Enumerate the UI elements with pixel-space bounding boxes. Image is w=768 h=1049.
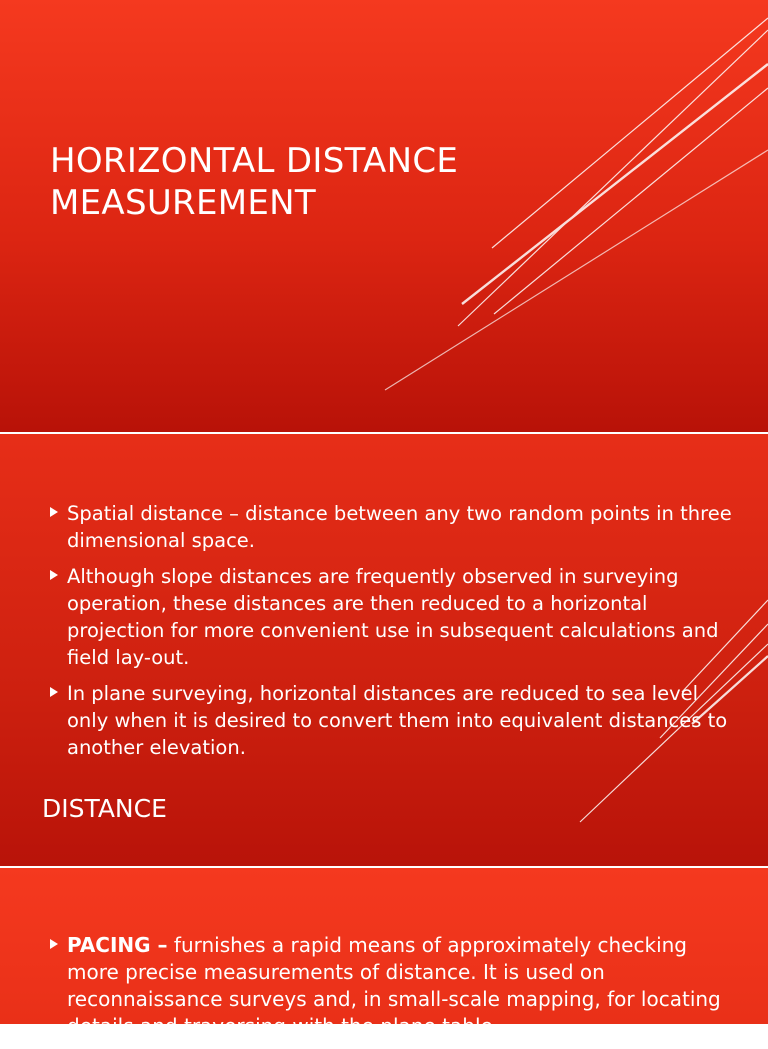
triangle-bullet-icon	[50, 687, 58, 697]
title-slide	[0, 0, 768, 432]
list-item	[48, 500, 738, 554]
list-item	[48, 932, 738, 1040]
list-item	[48, 563, 738, 671]
presentation-title	[50, 140, 458, 224]
list-item	[48, 680, 738, 761]
distance-slide	[0, 434, 768, 866]
triangle-bullet-icon	[50, 570, 58, 580]
bullet-text: Spatial distance – distance between any two random points in three dimensional space.	[67, 502, 732, 552]
pacing-bullet-list	[48, 932, 738, 1049]
section-title: DISTANCE	[42, 794, 167, 823]
distance-bullet-list	[48, 500, 738, 770]
bullet-lead-term: PACING –	[67, 933, 168, 957]
pacing-slide	[0, 868, 768, 1038]
triangle-bullet-icon	[50, 507, 58, 517]
title-line-1: HORIZONTAL DISTANCE	[50, 141, 459, 181]
bullet-text: furnishes a rapid means of approximately checking more precise measurements of distance. It is used on reconnaissance surveys and, in small-scale mapping, for locating details and traversing with the plane table.	[67, 933, 721, 1038]
title-line-2: MEASUREMENT	[50, 183, 316, 223]
bullet-text: In plane surveying, horizontal distances are reduced to sea level only when it is desired to convert them into equivalent distances to another elevation.	[67, 682, 728, 759]
triangle-bullet-icon	[50, 939, 58, 949]
bullet-text: Although slope distances are frequently observed in surveying operation, these distances are then reduced to a horizontal projection for more convenient use in subsequent calculations and field lay-out.	[67, 565, 719, 669]
